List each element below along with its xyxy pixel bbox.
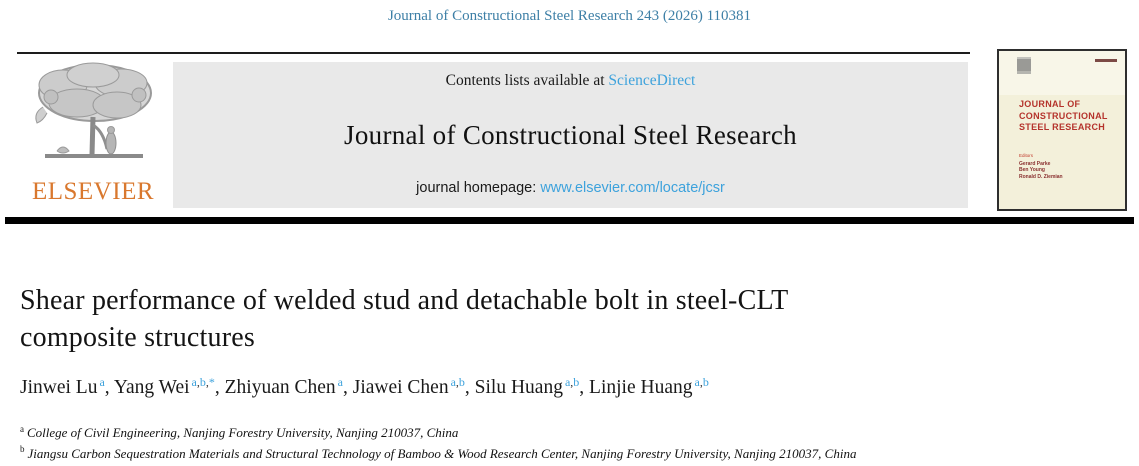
affiliation-sup: b <box>20 444 25 455</box>
journal-cover-thumbnail[interactable] <box>997 49 1127 211</box>
sup-comma: , <box>196 374 200 389</box>
cover-crest-icon <box>1017 57 1031 74</box>
cover-issn-mark <box>1095 59 1117 62</box>
author-affiliation-sup[interactable] <box>451 375 465 389</box>
affiliation-ref[interactable]: a <box>694 374 700 389</box>
running-head-citation: Journal of Constructional Steel Research 243 (2026) 110381 <box>387 8 752 24</box>
author-separator: , <box>104 377 114 398</box>
affiliation-ref[interactable]: a <box>191 374 197 389</box>
authors-line <box>20 374 1120 399</box>
cover-title-line: JOURNAL OF <box>1019 99 1081 109</box>
author-separator: , <box>464 377 475 398</box>
affiliation-ref[interactable]: b <box>702 374 709 389</box>
author: Zhiyuan Chen $^a$ <box>224 374 343 398</box>
homepage-link[interactable]: www.elsevier.com/locate/jcsr <box>540 180 725 196</box>
homepage-line <box>416 180 725 196</box>
contents-prefix: Contents lists available at <box>445 72 609 89</box>
cover-editor: Ben Young <box>1019 167 1045 173</box>
author-separator: , <box>342 377 353 398</box>
author-separator: , <box>579 377 590 398</box>
affiliation-ref[interactable]: a <box>337 374 343 389</box>
header-bottom-rule <box>5 217 1134 224</box>
author: Silu Huang $^{a,b}$ <box>474 374 580 398</box>
sup-comma: , <box>205 374 209 389</box>
affiliation-ref[interactable]: a <box>450 374 456 389</box>
header-top-rule <box>17 52 970 54</box>
author-separator: , <box>214 377 225 398</box>
cover-editor: Gerard Parke <box>1019 160 1051 167</box>
cover-editors <box>1019 153 1063 180</box>
affiliation-ref[interactable]: b <box>199 374 206 389</box>
affiliation-sup: a <box>20 423 24 434</box>
author-affiliation-sup[interactable] <box>192 375 215 389</box>
article-title-line: Shear performance of welded stud and detachable bolt in steel-CLT <box>20 285 789 316</box>
contents-line <box>446 72 696 90</box>
elsevier-logo[interactable] <box>14 59 172 211</box>
cover-title <box>1019 99 1108 134</box>
author: Jinwei Lu $^a$ <box>20 374 105 398</box>
author: Yang Wei $^{a,b,*}$ <box>113 374 215 398</box>
affiliation-ref[interactable]: b <box>458 374 465 389</box>
author-affiliation-sup[interactable] <box>694 375 708 389</box>
sup-comma: , <box>455 374 459 389</box>
affiliation-ref[interactable]: a <box>564 374 571 389</box>
elsevier-tree-icon <box>23 59 163 177</box>
affiliation-row: $^b$ Jiangsu Carbon Sequestration Materials and Structural Technology of Bamboo & Wood Research Center, Nanjing Forestry University, Nanjing 210037, China <box>20 444 857 461</box>
affiliation-ref[interactable]: a <box>99 374 105 389</box>
corresponding-author-mark[interactable]: * <box>208 374 215 389</box>
author: Jiawei Chen $^{a,b}$ <box>352 374 465 398</box>
cover-title-line: STEEL RESEARCH <box>1019 122 1106 132</box>
affiliation-row: $^a$ College of Civil Engineering, Nanjing Forestry University, Nanjing 210037, China <box>20 423 459 440</box>
cover-title-line: CONSTRUCTIONAL <box>1019 110 1108 121</box>
author-affiliation-sup[interactable] <box>565 375 579 389</box>
article-title-line: composite structures <box>20 322 255 353</box>
cover-editors-label: Editors <box>1019 153 1034 158</box>
article-title <box>20 282 920 356</box>
journal-title: Journal of Constructional Steel Research <box>344 119 797 150</box>
elsevier-wordmark: ELSEVIER <box>31 178 155 205</box>
author: Linjie Huang $^{a,b}$ <box>589 374 709 398</box>
sciencedirect-link[interactable]: ScienceDirect <box>608 72 696 89</box>
sup-comma: , <box>699 374 703 389</box>
affiliation-ref[interactable]: b <box>573 374 580 389</box>
cover-editor: Ronald D. Ziemian <box>1019 173 1063 180</box>
sup-comma: , <box>570 374 574 389</box>
homepage-prefix: journal homepage: <box>416 180 541 196</box>
journal-banner <box>173 62 968 208</box>
affiliations <box>20 423 1120 464</box>
